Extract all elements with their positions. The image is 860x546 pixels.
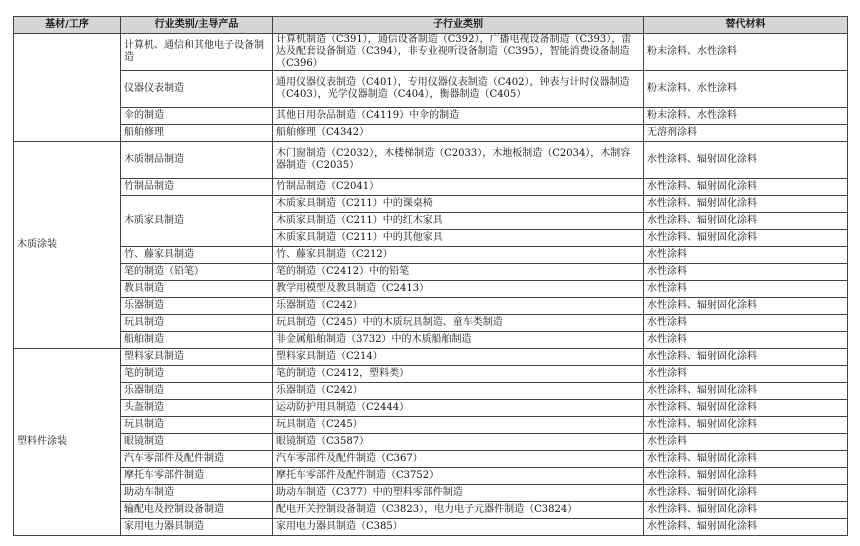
material-cell: 水性涂料、辐射固化涂料 <box>644 142 848 179</box>
table-row <box>14 400 848 417</box>
sub-industry-cell: 木质家具制造（C211）中的红木家具 <box>273 213 644 230</box>
material-cell: 水性涂料、辐射固化涂料 <box>644 451 848 468</box>
sub-industry-cell: 竹制品制造（C2041） <box>273 179 644 196</box>
industry-cell: 塑料家具制造 <box>121 349 273 366</box>
sub-industry-cell: 乐器制造（C242） <box>273 298 644 315</box>
sub-industry-cell: 竹、藤家具制造（C212） <box>273 247 644 264</box>
material-cell: 水性涂料、辐射固化涂料 <box>644 519 848 536</box>
table-row <box>14 142 848 179</box>
sub-industry-cell: 木质家具制造（C211）中的其他家具 <box>273 230 644 247</box>
material-cell: 水性涂料 <box>644 281 848 298</box>
industry-cell: 玩具制造 <box>121 315 273 332</box>
material-cell: 水性涂料 <box>644 366 848 383</box>
industry-cell: 眼镜制造 <box>121 434 273 451</box>
table-row <box>14 247 848 264</box>
substitute-materials-table <box>13 16 848 536</box>
header-industry: 行业类别/主导产品 <box>121 17 273 34</box>
sub-industry-cell: 通用仪器仪表制造（C401），专用仪器仪表制造（C402），钟表与计时仪器制造（C403），光学仪器制造（C404），衡器制造（C405） <box>273 71 644 108</box>
table-row <box>14 179 848 196</box>
sub-industry-cell: 家用电力器具制造（C385） <box>273 519 644 536</box>
material-cell: 粉末涂料、水性涂料 <box>644 108 848 125</box>
material-cell: 水性涂料、辐射固化涂料 <box>644 349 848 366</box>
material-cell: 水性涂料 <box>644 264 848 281</box>
industry-cell: 输配电及控制设备制造 <box>121 502 273 519</box>
material-cell: 无溶剂涂料 <box>644 125 848 142</box>
sub-industry-cell: 助动车制造（C377）中的塑料零部件制造 <box>273 485 644 502</box>
material-cell: 粉末涂料、水性涂料 <box>644 71 848 108</box>
table-row <box>14 125 848 142</box>
material-cell: 水性涂料、辐射固化涂料 <box>644 179 848 196</box>
material-cell: 水性涂料、辐射固化涂料 <box>644 468 848 485</box>
industry-cell: 木质制品制造 <box>121 142 273 179</box>
table-row <box>14 264 848 281</box>
material-cell: 水性涂料 <box>644 332 848 349</box>
sub-industry-cell: 笔的制造（C2412，塑料类） <box>273 366 644 383</box>
table-row <box>14 108 848 125</box>
industry-cell: 家用电力器具制造 <box>121 519 273 536</box>
table-row <box>14 298 848 315</box>
material-cell: 水性涂料 <box>644 247 848 264</box>
industry-cell: 计算机、通信和其他电子设备制造 <box>121 34 273 71</box>
sub-industry-cell: 汽车零部件及配件制造（C367） <box>273 451 644 468</box>
industry-cell: 竹制品制造 <box>121 179 273 196</box>
table-row <box>14 451 848 468</box>
material-cell: 水性涂料、辐射固化涂料 <box>644 230 848 247</box>
industry-cell: 仪器仪表制造 <box>121 71 273 108</box>
table-row <box>14 315 848 332</box>
material-cell: 水性涂料、辐射固化涂料 <box>644 485 848 502</box>
industry-cell: 玩具制造 <box>121 417 273 434</box>
sub-industry-cell: 计算机制造（C391），通信设备制造（C392），广播电视设备制造（C393），雷达及配套设备制造（C394），非专业视听设备制造（C395），智能消费设备制造（C396） <box>273 34 644 71</box>
industry-cell: 木质家具制造 <box>121 196 273 247</box>
material-cell: 水性涂料、辐射固化涂料 <box>644 502 848 519</box>
sub-industry-cell: 配电开关控制设备制造（C3823），电力电子元器件制造（C3824） <box>273 502 644 519</box>
table-row <box>14 434 848 451</box>
material-cell: 水性涂料、辐射固化涂料 <box>644 213 848 230</box>
industry-cell: 乐器制造 <box>121 383 273 400</box>
material-cell: 水性涂料、辐射固化涂料 <box>644 196 848 213</box>
sub-industry-cell: 塑料家具制造（C214） <box>273 349 644 366</box>
sub-industry-cell: 眼镜制造（C3587） <box>273 434 644 451</box>
sub-industry-cell: 教学用模型及教具制造（C2413） <box>273 281 644 298</box>
table-row <box>14 417 848 434</box>
table-row <box>14 519 848 536</box>
material-cell: 水性涂料、辐射固化涂料 <box>644 383 848 400</box>
header-row <box>14 17 848 34</box>
industry-cell: 摩托车零部件制造 <box>121 468 273 485</box>
sub-industry-cell: 乐器制造（C242） <box>273 383 644 400</box>
header-sub-industry: 子行业类别 <box>273 17 644 34</box>
industry-cell: 伞的制造 <box>121 108 273 125</box>
industry-cell: 笔的制造（铅笔） <box>121 264 273 281</box>
industry-cell: 船舶制造 <box>121 332 273 349</box>
table-row <box>14 468 848 485</box>
sub-industry-cell: 其他日用杂品制造（C4119）中伞的制造 <box>273 108 644 125</box>
industry-cell: 助动车制造 <box>121 485 273 502</box>
table-row <box>14 34 848 71</box>
table-row <box>14 366 848 383</box>
material-cell: 水性涂料、辐射固化涂料 <box>644 298 848 315</box>
sub-industry-cell: 玩具制造（C245） <box>273 417 644 434</box>
industry-cell: 船舶修理 <box>121 125 273 142</box>
header-substrate: 基材/工序 <box>14 17 121 34</box>
table-row <box>14 383 848 400</box>
table-row <box>14 281 848 298</box>
sub-industry-cell: 木质家具制造（C211）中的课桌椅 <box>273 196 644 213</box>
sub-industry-cell: 船舶修理（C4342） <box>273 125 644 142</box>
table-row <box>14 349 848 366</box>
sub-industry-cell: 玩具制造（C245）中的木质玩具制造、童车类制造 <box>273 315 644 332</box>
header-material: 替代材料 <box>644 17 848 34</box>
table-row <box>14 502 848 519</box>
material-cell: 粉末涂料、水性涂料 <box>644 34 848 71</box>
table-row <box>14 332 848 349</box>
industry-cell: 头盔制造 <box>121 400 273 417</box>
sub-industry-cell: 木门窗制造（C2032），木楼梯制造（C2033），木地板制造（C2034），木制容器制造（C2035） <box>273 142 644 179</box>
table-row <box>14 485 848 502</box>
industry-cell: 竹、藤家具制造 <box>121 247 273 264</box>
industry-cell: 笔的制造 <box>121 366 273 383</box>
material-cell: 水性涂料 <box>644 434 848 451</box>
sub-industry-cell: 摩托车零部件及配件制造（C3752） <box>273 468 644 485</box>
industry-cell: 汽车零部件及配件制造 <box>121 451 273 468</box>
group-label: 木质涂装 <box>14 142 121 349</box>
group-label: 塑料件涂装 <box>14 349 121 536</box>
table-row <box>14 196 848 213</box>
sub-industry-cell: 笔的制造（C2412）中的铅笔 <box>273 264 644 281</box>
sub-industry-cell: 运动防护用具制造（C2444） <box>273 400 644 417</box>
material-cell: 水性涂料、辐射固化涂料 <box>644 400 848 417</box>
group-label <box>14 34 121 142</box>
material-cell: 水性涂料 <box>644 315 848 332</box>
sub-industry-cell: 非金属船舶制造（3732）中的木质船舶制造 <box>273 332 644 349</box>
material-cell: 水性涂料、辐射固化涂料 <box>644 417 848 434</box>
table-row <box>14 71 848 108</box>
industry-cell: 乐器制造 <box>121 298 273 315</box>
industry-cell: 教具制造 <box>121 281 273 298</box>
